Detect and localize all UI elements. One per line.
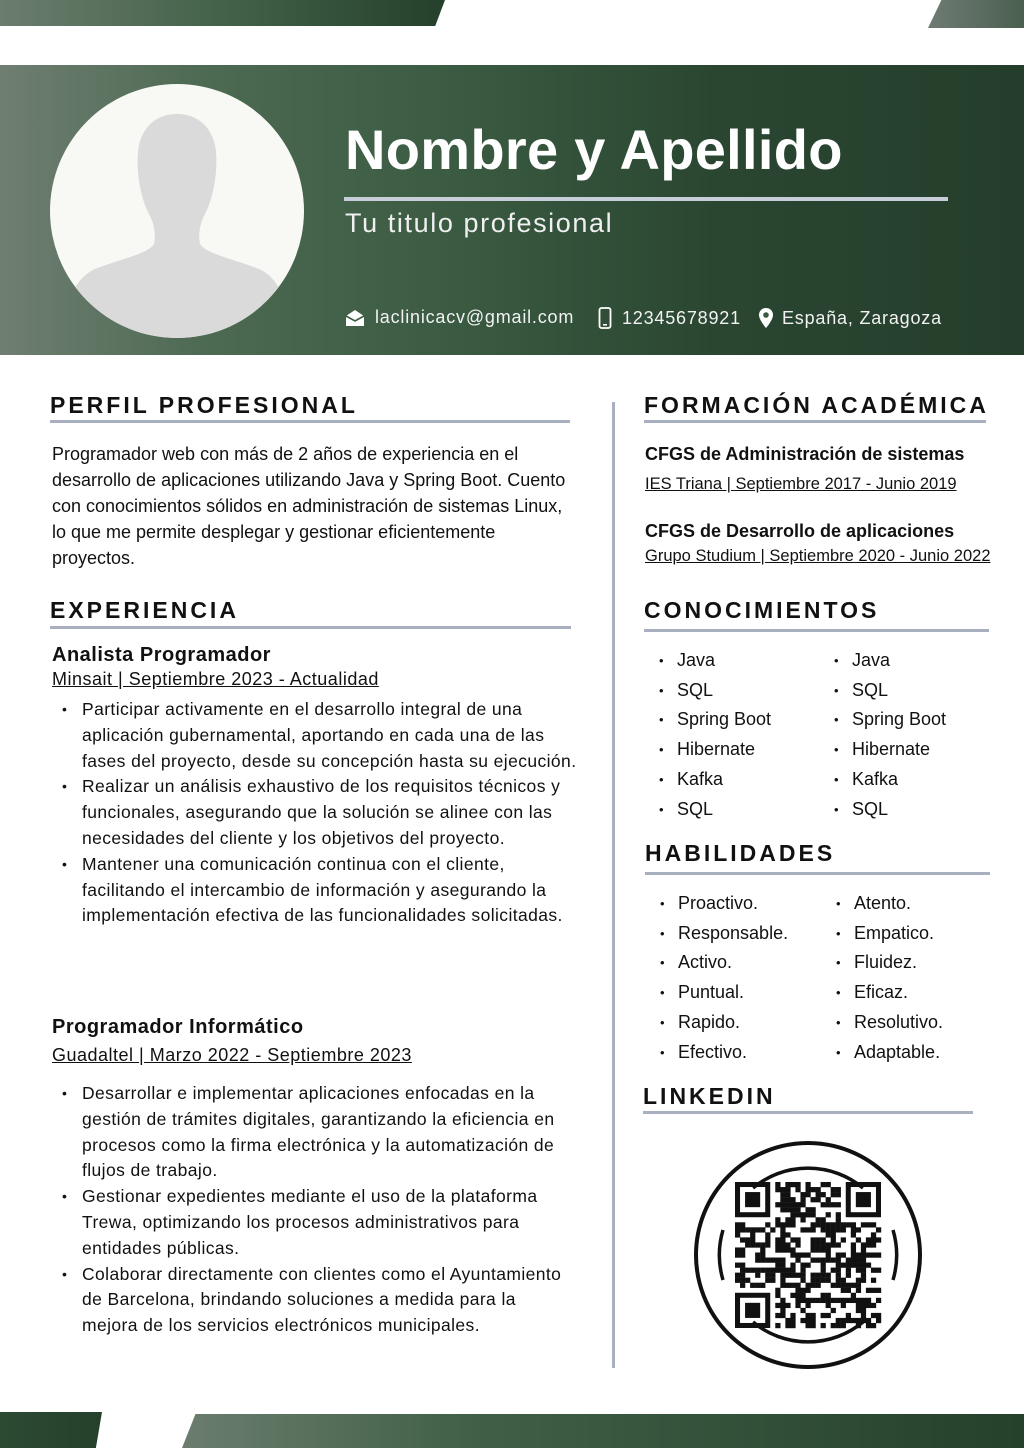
phone-text: 12345678921 [622,307,741,328]
job-bullets [52,1081,577,1339]
person-silhouette-icon [50,84,304,338]
education-title: CFGS de Desarrollo de aplicaciones [645,521,955,541]
list-item: • Proactivo. [646,889,788,919]
qr-code-icon[interactable] [693,1140,923,1370]
list-item: • Resolutivo. [822,1008,943,1038]
avatar [50,84,304,338]
job-title: Analista Programador [52,644,271,666]
list-item: • Java [645,646,771,676]
job-title: Programador Informático [52,1016,304,1038]
contact-email [345,307,574,328]
linkedin-heading: LINKEDIN [643,1083,776,1109]
list-item: • Colaborar directamente con clientes como el Ayuntamiento de Barcelona, brindando soluciones a medida para la mejora de los servicios electrónicos municipales. [52,1262,577,1339]
list-item: • Participar activamente en el desarrollo integral de una aplicación gubernamental, aportando en cada una de las fases del proyecto, desde su concepción hasta su ejecución. [52,697,577,774]
list-item: • Java [820,646,946,676]
education-meta: IES Triana | Septiembre 2017 - Junio 2019 [645,475,957,493]
name-divider [344,197,948,201]
list-item: • Adaptable. [822,1038,943,1068]
profile-heading: PERFIL PROFESIONAL [50,392,358,418]
knowledge-list-left [645,646,771,824]
education-heading: FORMACIÓN ACADÉMICA [644,392,989,418]
email-text: laclinicacv@gmail.com [375,307,575,327]
phone-icon [598,307,612,329]
list-item: • Responsable. [646,919,788,949]
skills-list-right [822,889,943,1067]
bottom-right-decoration [182,1414,1024,1448]
list-item: • Rapido. [646,1008,788,1038]
list-item: • SQL [820,795,946,825]
professional-title: Tu titulo profesional [345,208,614,238]
education-meta: Grupo Studium | Septiembre 2020 - Junio 2022 [645,547,991,565]
job-bullets [52,697,577,929]
skills-heading: HABILIDADES [645,840,836,866]
bottom-left-decoration [0,1412,102,1448]
list-item: • Kafka [645,765,771,795]
list-item: • Atento. [822,889,943,919]
list-item: • SQL [820,676,946,706]
list-item: • Kafka [820,765,946,795]
job-meta: Guadaltel | Marzo 2022 - Septiembre 2023 [52,1045,412,1065]
education-rule [644,420,986,423]
linkedin-qr-badge[interactable] [693,1140,923,1370]
envelope-icon [345,309,365,327]
top-right-decoration [928,0,1024,28]
knowledge-list-right [820,646,946,824]
skills-list-left [646,889,788,1067]
list-item: • Spring Boot [645,705,771,735]
list-item: • Spring Boot [820,705,946,735]
list-item: • SQL [645,676,771,706]
list-item: • Empatico. [822,919,943,949]
list-item: • Activo. [646,948,788,978]
list-item: • Gestionar expedientes mediante el uso de la plataforma Trewa, optimizando los procesos administrativos para entidades públicas. [52,1184,577,1261]
linkedin-rule [643,1111,973,1114]
experience-heading: EXPERIENCIA [50,597,239,623]
knowledge-rule [644,629,989,632]
candidate-name: Nombre y Apellido [345,118,843,181]
knowledge-heading: CONOCIMIENTOS [644,597,880,623]
column-divider [612,402,615,1368]
list-item: • Fluidez. [822,948,943,978]
top-left-decoration [0,0,445,26]
job-meta: Minsait | Septiembre 2023 - Actualidad [52,669,379,689]
contact-phone [598,307,741,329]
list-item: • Realizar un análisis exhaustivo de los requisitos técnicos y funcionales, asegurando que la solución se alinee con las necesidades del cliente y los objetivos del proyecto. [52,774,577,851]
profile-rule [50,420,570,423]
list-item: • Puntual. [646,978,788,1008]
contact-location [758,307,942,329]
list-item: • Mantener una comunicación continua con el cliente, facilitando el intercambio de información y asegurando la implementación efectiva de las funcionalidades solicitadas. [52,852,577,929]
location-pin-icon [758,307,774,329]
list-item: • Hibernate [645,735,771,765]
list-item: • Desarrollar e implementar aplicaciones enfocadas en la gestión de trámites digitales, garantizando la eficiencia en procesos como la firma electrónica y la automatización de flujos de trabajo. [52,1081,577,1184]
list-item: • Eficaz. [822,978,943,1008]
education-title: CFGS de Administración de sistemas [645,444,965,464]
list-item: • Hibernate [820,735,946,765]
skills-rule [645,872,990,875]
list-item: • Efectivo. [646,1038,788,1068]
location-text: España, Zaragoza [782,307,942,328]
list-item: • SQL [645,795,771,825]
profile-text: Programador web con más de 2 años de experiencia en el desarrollo de aplicaciones utilizando Java y Spring Boot. Cuento con conocimientos sólidos en administración de sistemas Linux, lo que me permite desplegar y gestionar eficientemente proyectos. [52,444,566,568]
experience-rule [50,626,571,629]
